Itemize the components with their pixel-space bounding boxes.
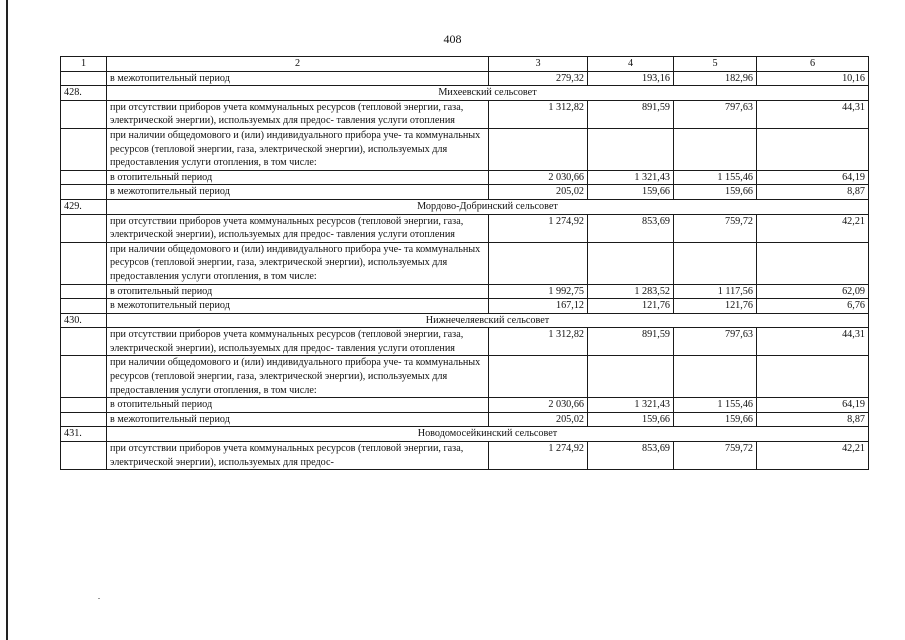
table-row <box>61 170 869 185</box>
page-number: 408 <box>443 32 462 46</box>
value-col-4: 891,59 <box>588 100 674 128</box>
row-number <box>61 299 107 314</box>
value-col-5: 159,66 <box>674 412 757 427</box>
table-body <box>61 57 869 470</box>
value-col-3 <box>489 356 588 398</box>
row-number <box>61 100 107 128</box>
section-row <box>61 313 869 328</box>
value-col-4: 193,16 <box>588 71 674 86</box>
row-number <box>61 398 107 413</box>
row-number: 430. <box>61 313 107 328</box>
value-col-5: 121,76 <box>674 299 757 314</box>
value-col-6 <box>757 128 869 170</box>
value-col-3: 2 030,66 <box>489 398 588 413</box>
value-col-6: 10,16 <box>757 71 869 86</box>
column-header: 5 <box>674 57 757 72</box>
value-col-3: 1 312,82 <box>489 100 588 128</box>
value-col-3 <box>489 128 588 170</box>
value-col-4: 1 321,43 <box>588 170 674 185</box>
row-description: при наличии общедомового и (или) индивидуального прибора уче- та коммунальных ресурсов (тепловой энергии, газа, электрической энергии), используемых для предоставления услуги отопления, в том числе: <box>107 356 489 398</box>
row-description: в отопительный период <box>107 398 489 413</box>
column-header: 1 <box>61 57 107 72</box>
value-col-5: 797,63 <box>674 100 757 128</box>
value-col-5: 182,96 <box>674 71 757 86</box>
table-row <box>61 284 869 299</box>
row-description: при отсутствии приборов учета коммунальных ресурсов (тепловой энергии, газа, электрической энергии), используемых для предос- тавления услуги отопления <box>107 214 489 242</box>
column-header: 3 <box>489 57 588 72</box>
tariff-table <box>60 56 869 470</box>
row-description: в отопительный период <box>107 284 489 299</box>
value-col-6 <box>757 242 869 284</box>
row-number <box>61 170 107 185</box>
row-description: в межотопительный период <box>107 412 489 427</box>
column-header: 2 <box>107 57 489 72</box>
value-col-4: 891,59 <box>588 328 674 356</box>
value-col-4: 121,76 <box>588 299 674 314</box>
table-row <box>61 100 869 128</box>
row-description: в отопительный период <box>107 170 489 185</box>
row-number <box>61 328 107 356</box>
table-row <box>61 328 869 356</box>
value-col-6: 62,09 <box>757 284 869 299</box>
value-col-4 <box>588 242 674 284</box>
value-col-5: 759,72 <box>674 214 757 242</box>
section-title: Новодомосейкинский сельсовет <box>107 427 869 442</box>
column-header: 4 <box>588 57 674 72</box>
section-row <box>61 86 869 101</box>
column-number-row <box>61 57 869 72</box>
row-number <box>61 412 107 427</box>
row-number <box>61 356 107 398</box>
row-number <box>61 442 107 470</box>
section-row <box>61 199 869 214</box>
value-col-3: 167,12 <box>489 299 588 314</box>
table-row <box>61 242 869 284</box>
row-number: 429. <box>61 199 107 214</box>
row-description: при наличии общедомового и (или) индивидуального прибора уче- та коммунальных ресурсов (тепловой энергии, газа, электрической энергии), используемых для предоставления услуги отопления, в том числе: <box>107 242 489 284</box>
value-col-4: 159,66 <box>588 412 674 427</box>
row-description: в межотопительный период <box>107 71 489 86</box>
value-col-6: 8,87 <box>757 412 869 427</box>
value-col-4 <box>588 356 674 398</box>
table-row <box>61 71 869 86</box>
section-title: Нижнечеляевский сельсовет <box>107 313 869 328</box>
row-number <box>61 185 107 200</box>
value-col-4 <box>588 128 674 170</box>
value-col-4: 853,69 <box>588 214 674 242</box>
section-title: Михеевский сельсовет <box>107 86 869 101</box>
row-description: в межотопительный период <box>107 185 489 200</box>
table-row <box>61 299 869 314</box>
row-description: при отсутствии приборов учета коммунальных ресурсов (тепловой энергии, газа, электрической энергии), используемых для предос- тавления услуги отопления <box>107 328 489 356</box>
value-col-3: 1 274,92 <box>489 442 588 470</box>
table-row <box>61 128 869 170</box>
section-row <box>61 427 869 442</box>
table-row <box>61 398 869 413</box>
value-col-6: 6,76 <box>757 299 869 314</box>
value-col-3: 1 274,92 <box>489 214 588 242</box>
table-row <box>61 214 869 242</box>
value-col-4: 1 321,43 <box>588 398 674 413</box>
value-col-6 <box>757 356 869 398</box>
section-title: Мордово-Добринский сельсовет <box>107 199 869 214</box>
row-number: 428. <box>61 86 107 101</box>
value-col-3: 2 030,66 <box>489 170 588 185</box>
value-col-6: 44,31 <box>757 100 869 128</box>
value-col-6: 64,19 <box>757 170 869 185</box>
value-col-3: 205,02 <box>489 412 588 427</box>
value-col-5: 759,72 <box>674 442 757 470</box>
row-number <box>61 128 107 170</box>
value-col-6: 64,19 <box>757 398 869 413</box>
value-col-3: 205,02 <box>489 185 588 200</box>
value-col-6: 42,21 <box>757 214 869 242</box>
value-col-4: 853,69 <box>588 442 674 470</box>
value-col-4: 159,66 <box>588 185 674 200</box>
column-header: 6 <box>757 57 869 72</box>
row-description: при отсутствии приборов учета коммунальных ресурсов (тепловой энергии, газа, электрической энергии), используемых для предос- тавления услуги отопления <box>107 100 489 128</box>
table-row <box>61 412 869 427</box>
page-edge-rule <box>6 0 8 640</box>
scan-speck <box>98 598 100 599</box>
table-row <box>61 442 869 470</box>
value-col-5: 797,63 <box>674 328 757 356</box>
value-col-6: 8,87 <box>757 185 869 200</box>
row-description: при наличии общедомового и (или) индивидуального прибора уче- та коммунальных ресурсов (тепловой энергии, газа, электрической энергии), используемых для предоставления услуги отопления, в том числе: <box>107 128 489 170</box>
value-col-5: 1 155,46 <box>674 398 757 413</box>
row-number <box>61 214 107 242</box>
value-col-6: 42,21 <box>757 442 869 470</box>
value-col-3 <box>489 242 588 284</box>
value-col-6: 44,31 <box>757 328 869 356</box>
value-col-3: 279,32 <box>489 71 588 86</box>
table-row <box>61 185 869 200</box>
value-col-5: 1 117,56 <box>674 284 757 299</box>
row-number <box>61 284 107 299</box>
value-col-3: 1 312,82 <box>489 328 588 356</box>
value-col-4: 1 283,52 <box>588 284 674 299</box>
row-number: 431. <box>61 427 107 442</box>
row-number <box>61 71 107 86</box>
value-col-5 <box>674 128 757 170</box>
value-col-5: 1 155,46 <box>674 170 757 185</box>
value-col-3: 1 992,75 <box>489 284 588 299</box>
row-number <box>61 242 107 284</box>
value-col-5: 159,66 <box>674 185 757 200</box>
row-description: при отсутствии приборов учета коммунальных ресурсов (тепловой энергии, газа, электрической энергии), используемых для предос- <box>107 442 489 470</box>
row-description: в межотопительный период <box>107 299 489 314</box>
value-col-5 <box>674 356 757 398</box>
table-row <box>61 356 869 398</box>
value-col-5 <box>674 242 757 284</box>
